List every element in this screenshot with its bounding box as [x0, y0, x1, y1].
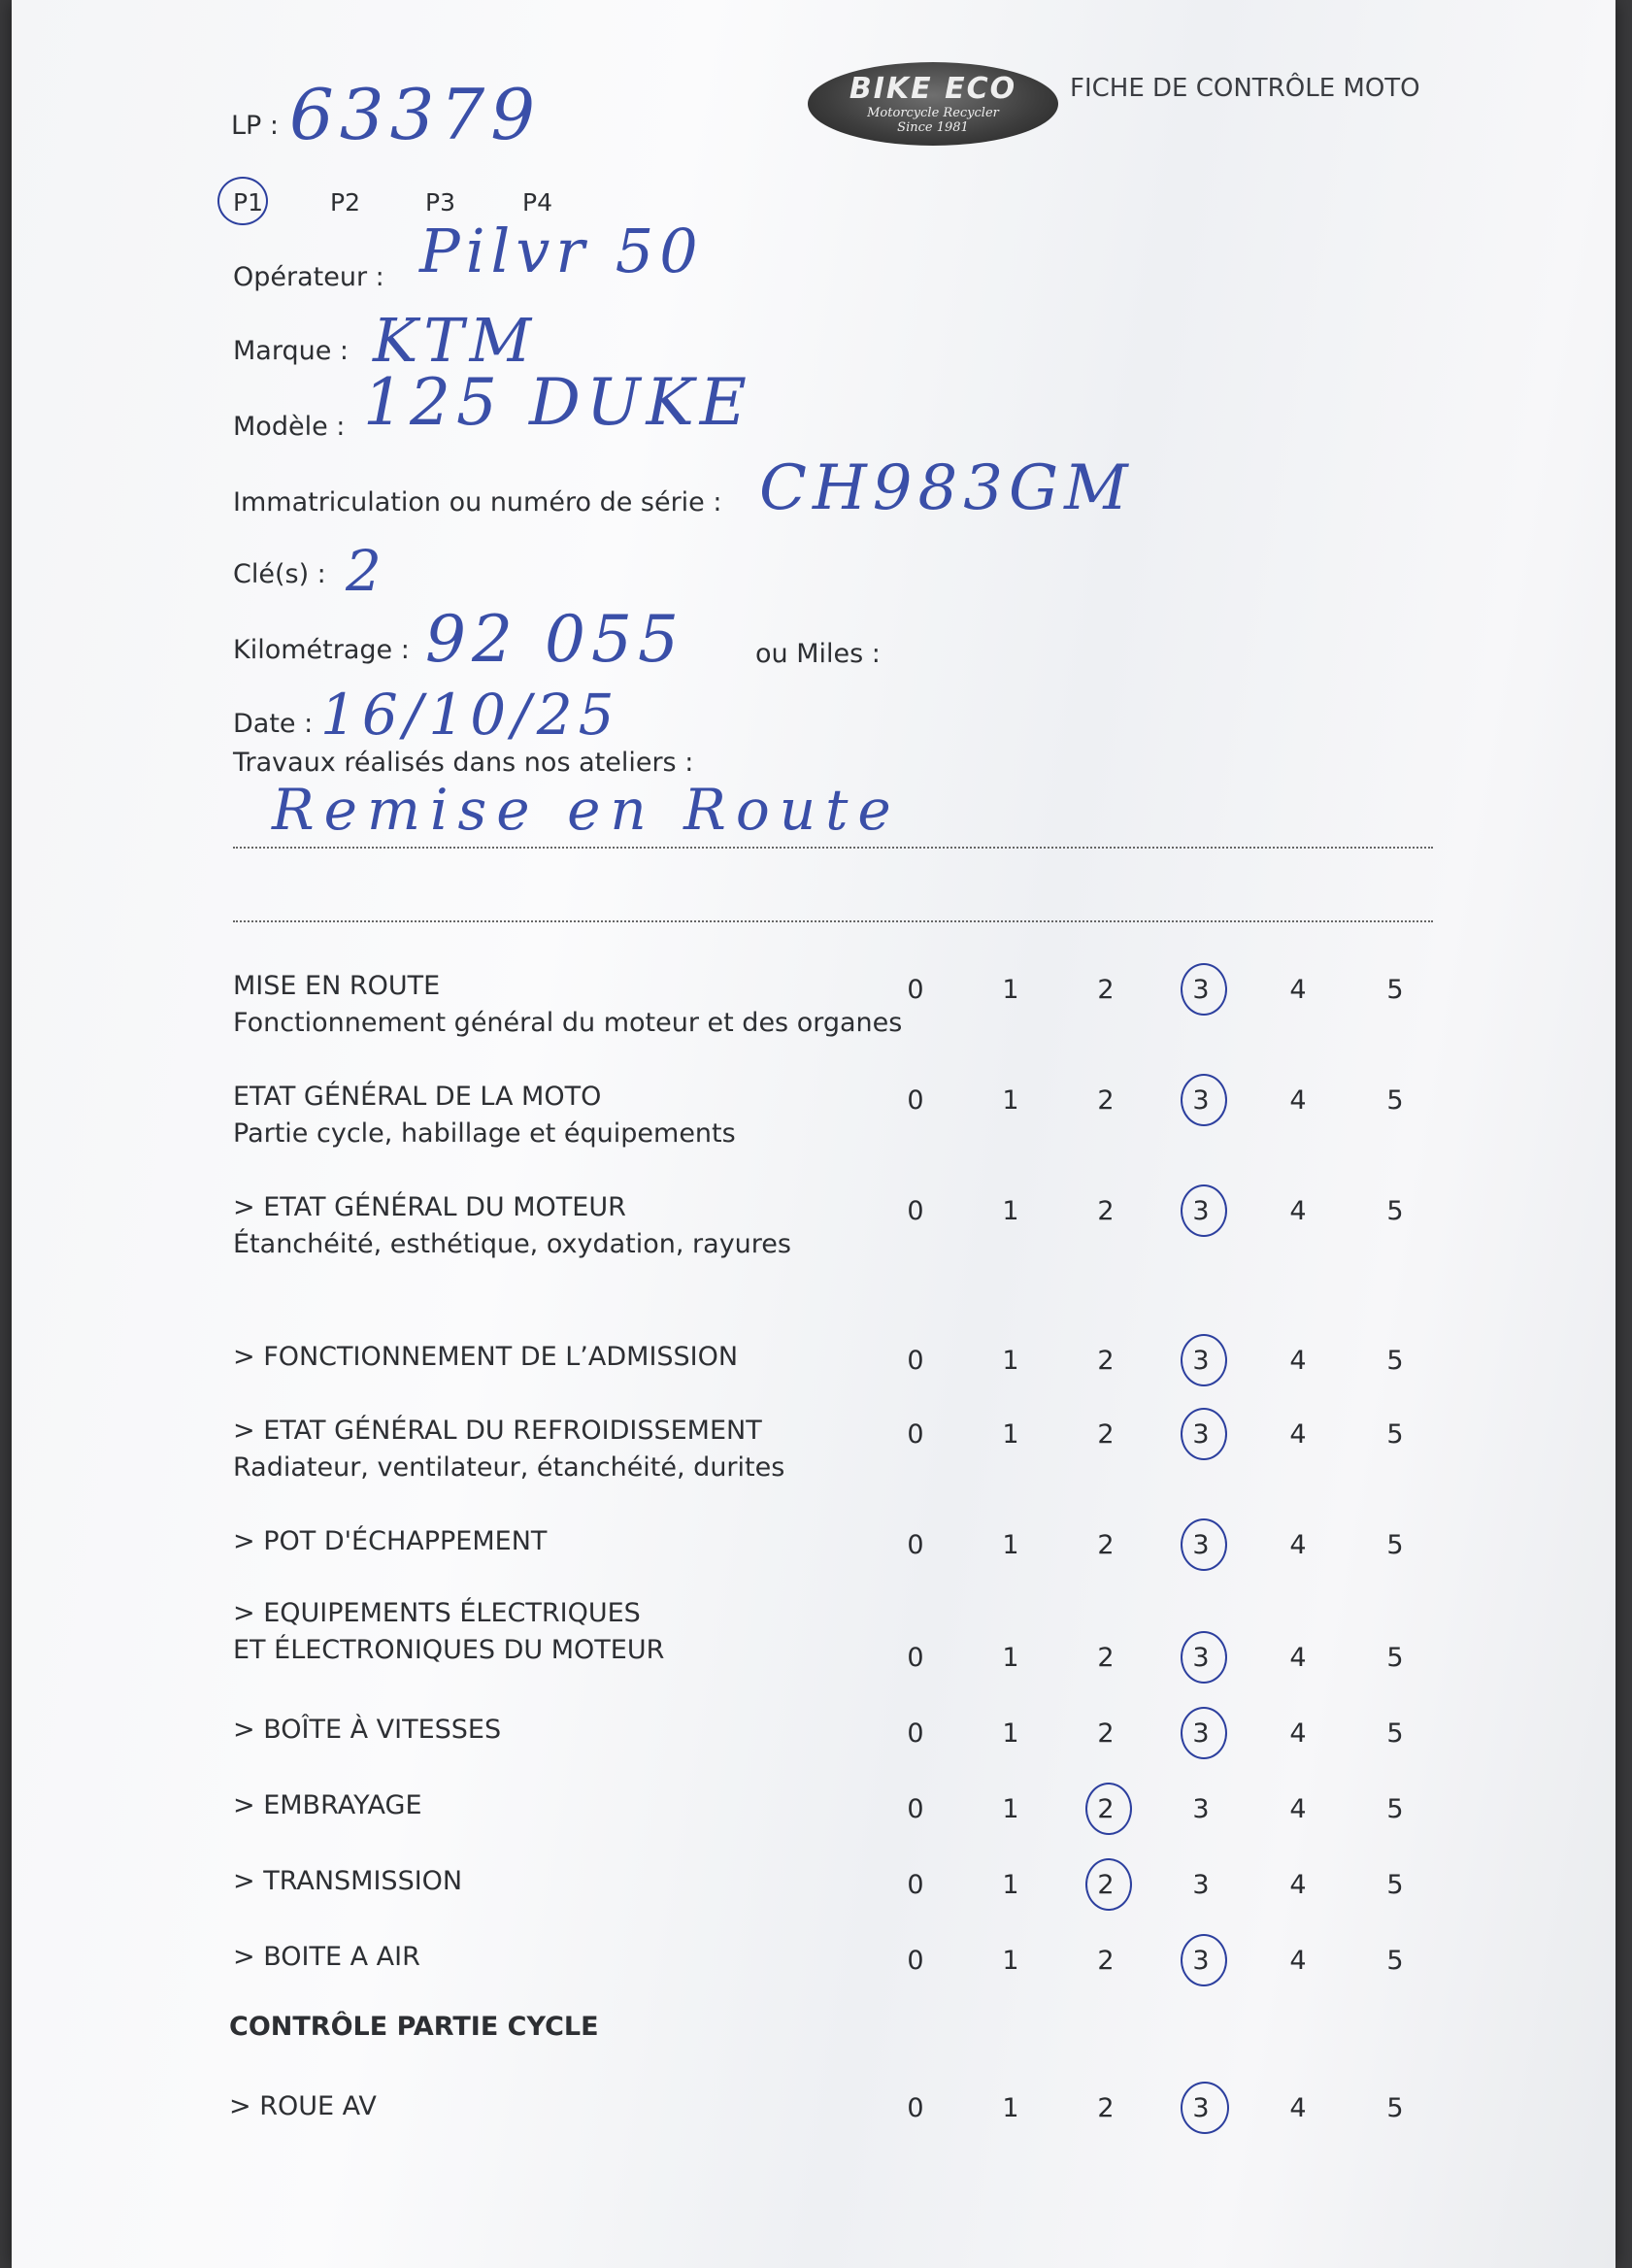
logo-subtext: Motorcycle Recycler	[867, 106, 999, 120]
check-title: > BOITE A AIR	[233, 1942, 420, 1972]
score-option-1: 1	[1002, 1196, 1019, 1226]
modele-label: Modèle :	[233, 412, 346, 442]
marque-value: KTM	[373, 305, 538, 376]
score-option-5: 5	[1386, 1794, 1404, 1824]
cles-value: 2	[346, 538, 387, 604]
score-option-4: 4	[1289, 975, 1307, 1005]
dotted-line-1	[233, 847, 1433, 849]
score-option-4: 4	[1289, 1870, 1307, 1900]
score-selected-circle	[1181, 1934, 1227, 1986]
score-selected-circle	[1181, 1408, 1227, 1460]
dotted-line-2	[233, 920, 1433, 922]
lp-label: LP :	[231, 111, 280, 141]
score-option-2: 2	[1097, 1346, 1115, 1376]
date-value: 16/10/25	[320, 682, 620, 748]
modele-value: 125 DUKE	[363, 365, 752, 440]
score-option-5: 5	[1386, 1870, 1404, 1900]
score-option-3: 3	[1192, 2093, 1210, 2123]
score-selected-circle	[1181, 1074, 1227, 1126]
score-option-3: 3	[1192, 975, 1210, 1005]
sheet-title: FICHE DE CONTRÔLE MOTO	[1070, 74, 1420, 103]
score-option-0: 0	[907, 1870, 924, 1900]
score-option-3: 3	[1192, 1643, 1210, 1673]
check-title: > BOÎTE À VITESSES	[233, 1715, 502, 1745]
score-option-5: 5	[1386, 1946, 1404, 1976]
check-subtitle: Fonctionnement général du moteur et des organes	[233, 1008, 903, 1038]
score-option-3: 3	[1192, 1085, 1210, 1116]
score-option-3: 3	[1192, 1718, 1210, 1749]
p1-selected-circle	[217, 177, 268, 225]
p-option-4: P4	[522, 188, 552, 217]
score-option-0: 0	[907, 1419, 924, 1450]
travaux-label: Travaux réalisés dans nos ateliers :	[233, 748, 694, 778]
score-option-2: 2	[1097, 1794, 1115, 1824]
score-option-4: 4	[1289, 1085, 1307, 1116]
score-option-3: 3	[1192, 1946, 1210, 1976]
score-selected-circle	[1181, 1184, 1227, 1237]
check-title: > TRANSMISSION	[233, 1866, 463, 1896]
logo-subtext-2: Since 1981	[897, 120, 969, 135]
check-title: > ETAT GÉNÉRAL DU REFROIDISSEMENT	[233, 1416, 762, 1446]
score-option-2: 2	[1097, 1419, 1115, 1450]
score-option-5: 5	[1386, 1419, 1404, 1450]
check-subtitle: Radiateur, ventilateur, étanchéité, durites	[233, 1452, 785, 1483]
score-option-5: 5	[1386, 1196, 1404, 1226]
score-selected-circle	[1181, 1707, 1227, 1759]
p-option-2: P2	[330, 188, 360, 217]
score-option-4: 4	[1289, 1530, 1307, 1560]
score-option-1: 1	[1002, 1946, 1019, 1976]
score-option-1: 1	[1002, 1870, 1019, 1900]
immat-label: Immatriculation ou numéro de série :	[233, 487, 722, 517]
score-option-1: 1	[1002, 2093, 1019, 2123]
score-option-2: 2	[1097, 1643, 1115, 1673]
bike-eco-logo	[808, 62, 1058, 146]
immat-value: CH983GM	[759, 452, 1134, 524]
check-title: > ROUE AV	[229, 2091, 377, 2121]
cles-label: Clé(s) :	[233, 559, 326, 589]
km-label: Kilométrage :	[233, 635, 410, 665]
lp-value: 63379	[289, 74, 542, 155]
score-option-3: 3	[1192, 1419, 1210, 1450]
score-option-5: 5	[1386, 1530, 1404, 1560]
check-title: ETAT GÉNÉRAL DE LA MOTO	[233, 1082, 602, 1112]
score-option-2: 2	[1097, 2093, 1115, 2123]
score-option-4: 4	[1289, 1718, 1307, 1749]
score-option-1: 1	[1002, 1346, 1019, 1376]
score-selected-circle	[1181, 1631, 1227, 1684]
score-option-0: 0	[907, 1718, 924, 1749]
score-option-0: 0	[907, 975, 924, 1005]
score-option-5: 5	[1386, 1346, 1404, 1376]
score-option-3: 3	[1192, 1346, 1210, 1376]
score-option-1: 1	[1002, 1794, 1019, 1824]
score-option-5: 5	[1386, 975, 1404, 1005]
score-option-2: 2	[1097, 1718, 1115, 1749]
score-option-2: 2	[1097, 1870, 1115, 1900]
score-option-5: 5	[1386, 1085, 1404, 1116]
score-option-4: 4	[1289, 1946, 1307, 1976]
check-subtitle: Partie cycle, habillage et équipements	[233, 1118, 736, 1149]
score-option-0: 0	[907, 1794, 924, 1824]
score-option-1: 1	[1002, 1530, 1019, 1560]
section-title-partie-cycle: CONTRÔLE PARTIE CYCLE	[229, 2012, 599, 2042]
score-option-0: 0	[907, 1643, 924, 1673]
operateur-label: Opérateur :	[233, 262, 384, 292]
score-option-2: 2	[1097, 1085, 1115, 1116]
travaux-value: Remise en Route	[272, 777, 901, 843]
score-option-2: 2	[1097, 1196, 1115, 1226]
check-title: MISE EN ROUTE	[233, 971, 441, 1001]
score-option-2: 2	[1097, 975, 1115, 1005]
score-option-3: 3	[1192, 1196, 1210, 1226]
score-option-5: 5	[1386, 1643, 1404, 1673]
score-selected-circle	[1085, 1783, 1132, 1835]
score-option-3: 3	[1192, 1530, 1210, 1560]
score-option-1: 1	[1002, 1718, 1019, 1749]
score-option-4: 4	[1289, 1196, 1307, 1226]
score-option-5: 5	[1386, 1718, 1404, 1749]
score-option-0: 0	[907, 1946, 924, 1976]
score-option-4: 4	[1289, 1419, 1307, 1450]
score-option-4: 4	[1289, 1346, 1307, 1376]
operateur-value: Pilvr 50	[419, 216, 704, 286]
p-option-1: P1	[233, 188, 263, 217]
score-option-1: 1	[1002, 1419, 1019, 1450]
p-option-3: P3	[425, 188, 455, 217]
check-subtitle: Étanchéité, esthétique, oxydation, rayures	[233, 1229, 791, 1259]
score-selected-circle	[1085, 1858, 1132, 1911]
check-title: > EMBRAYAGE	[233, 1790, 422, 1820]
score-option-5: 5	[1386, 2093, 1404, 2123]
check-title: > POT D'ÉCHAPPEMENT	[233, 1526, 548, 1556]
score-option-3: 3	[1192, 1870, 1210, 1900]
score-option-4: 4	[1289, 2093, 1307, 2123]
score-option-0: 0	[907, 1085, 924, 1116]
score-option-0: 0	[907, 1530, 924, 1560]
score-option-0: 0	[907, 2093, 924, 2123]
logo-text: BIKE ECO	[849, 72, 1017, 106]
score-option-1: 1	[1002, 975, 1019, 1005]
score-option-3: 3	[1192, 1794, 1210, 1824]
km-value: 92 055	[425, 602, 684, 677]
marque-label: Marque :	[233, 336, 350, 366]
check-title: > EQUIPEMENTS ÉLECTRIQUES	[233, 1598, 641, 1628]
score-option-0: 0	[907, 1346, 924, 1376]
score-option-0: 0	[907, 1196, 924, 1226]
control-sheet	[12, 0, 1615, 2268]
score-option-2: 2	[1097, 1530, 1115, 1560]
score-option-4: 4	[1289, 1794, 1307, 1824]
check-title: > FONCTIONNEMENT DE L’ADMISSION	[233, 1342, 739, 1372]
score-selected-circle	[1181, 1334, 1227, 1386]
score-option-4: 4	[1289, 1643, 1307, 1673]
date-label: Date :	[233, 709, 314, 739]
score-selected-circle	[1181, 963, 1227, 1016]
score-option-1: 1	[1002, 1085, 1019, 1116]
score-option-1: 1	[1002, 1643, 1019, 1673]
score-option-2: 2	[1097, 1946, 1115, 1976]
score-selected-circle	[1181, 2082, 1229, 2134]
check-title: > ETAT GÉNÉRAL DU MOTEUR	[233, 1192, 626, 1222]
score-selected-circle	[1181, 1518, 1227, 1571]
check-subtitle: ET ÉLECTRONIQUES DU MOTEUR	[233, 1635, 665, 1665]
miles-label: ou Miles :	[755, 639, 881, 669]
